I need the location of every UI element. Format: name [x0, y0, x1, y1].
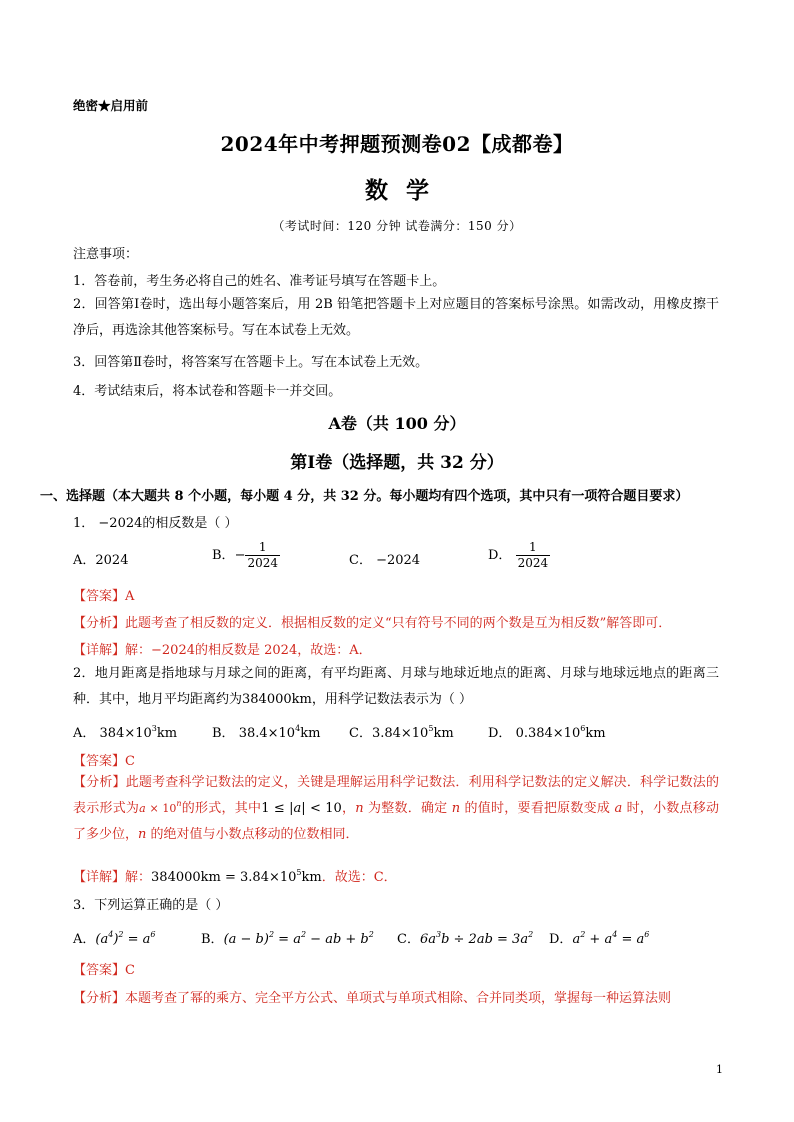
fraction: $\frac{1}{2024}$	[517, 540, 549, 570]
question-3-analysis: 【分析】本题考查了幂的乘方、完全平方公式、单项式与单项式相除、合并同类项，掌握每一种运算法则	[73, 991, 672, 1006]
question-1-option-a: A．2024	[73, 553, 129, 568]
question-1-stem: 1． −2024的相反数是（ ）	[73, 516, 238, 531]
choice-section-heading: 一、选择题（本大题共 8 个小题，每小题 4 分，共 32 分。每小题均有四个选项，其中只有一项符合题目要求）	[40, 489, 689, 504]
question-2-stem: 2．地月距离是指地球与月球之间的距离，有平均距离、月球与地球近地点的距离、月球与地球远地点的距离三种．其中，地月平均距离约为384000km，用科学记数法表示为（ ）	[73, 666, 719, 707]
question-1-analysis: 【分析】此题考查了相反数的定义．根据相反数的定义“只有符号不同的两个数是互为相反数”解答即可．	[73, 616, 672, 631]
question-2-option-c: C．$3.84\times 10^5km$	[349, 724, 454, 741]
question-3-stem: 3．下列运算正确的是（ ）	[73, 898, 229, 913]
question-1-option-d: D． $\frac{1}{2024}$	[488, 540, 549, 570]
question-1-detail: 【详解】解：−2024的相反数是 2024，故选：A．	[73, 643, 372, 658]
confidential-label: 绝密★启用前	[73, 98, 149, 113]
exam-title: 2024年中考押题预测卷02【成都卷】	[220, 132, 574, 156]
question-2-option-d: D． $0.384\times 10^6km$	[488, 724, 606, 741]
question-3-option-c: C．$6a^3b \div 2ab = 3a^2$	[397, 930, 534, 947]
question-2-detail: 【详解】解：$384000km = 3.84\times 10^5km$．故选：C．	[73, 868, 397, 885]
page-number: 1	[716, 1063, 723, 1076]
question-2-option-b: B． $38.4\times 10^4km$	[212, 724, 321, 741]
note-item: 3．回答第Ⅱ卷时，将答案写在答题卡上。写在本试卷上无效。	[73, 355, 429, 370]
question-2-answer: 【答案】C	[73, 754, 135, 769]
question-3-option-b: B．$(a - b)^2 = a^2$ − ab + $b^2$	[201, 930, 374, 947]
question-1-option-c: C． −2024	[349, 553, 421, 568]
note-item: 1．答卷前，考生务必将自己的姓名、准考证号填写在答题卡上。	[73, 274, 446, 289]
volume-a-heading: A卷（共 100 分）	[328, 414, 466, 433]
fraction: $\frac{1}{2024}$	[247, 540, 279, 570]
question-3-option-a: A．$(a^4)^2 = a^6$	[73, 930, 156, 947]
note-item: 2．回答第Ⅰ卷时，选出每小题答案后，用 2B 铅笔把答题卡上对应题目的答案标号涂黑。如需改动，用橡皮擦干净后，再选涂其他答案标号。写在本试卷上无效。	[73, 297, 719, 338]
note-item: 4．考试结束后，将本试卷和答题卡一并交回。	[73, 384, 342, 399]
part-one-heading: 第Ⅰ卷（选择题，共 32 分）	[290, 453, 504, 473]
question-3-answer: 【答案】C	[73, 963, 135, 978]
question-1-answer: 【答案】A	[73, 589, 135, 604]
exam-time-info: （考试时间：120 分钟 试卷满分：150 分）	[272, 219, 522, 233]
question-1-option-b: B．− $\frac{1}{2024}$	[212, 540, 279, 570]
subject-title: 数学	[365, 177, 447, 204]
question-3-option-d: D．$a^2 + a^4 = a^6$	[549, 930, 650, 947]
question-2-option-a: A． $384\times 10^3km$	[73, 724, 178, 741]
question-2-analysis: 【分析】此题考查科学记数法的定义，关键是理解运用科学记数法．利用科学记数法的定义解决．科学记数法的表示形式为$a \times 10^n$的形式，其中1 ≤ |a| < 10，n 为整数．确定 n 的值时，要看把原数变成 a 时，小数点移动了多少位，n 的绝对值与小数点移动的位数相同．	[73, 775, 719, 842]
notes-heading: 注意事项：	[73, 247, 139, 262]
